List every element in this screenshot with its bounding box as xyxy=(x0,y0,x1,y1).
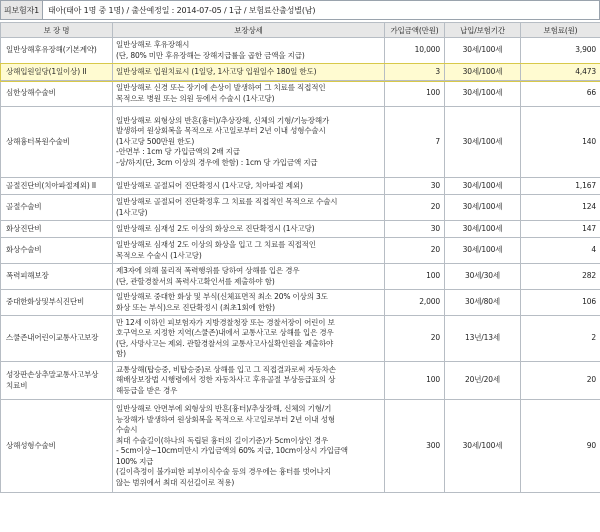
coverage-detail: 교통상해(탑승중, 비탑승중)로 상해를 입고 그 직접결과로써 자동차손 해배상보장법 시행령에서 정한 자동차사고 후유골절 부상등급표의 상 해등급을 받은 경우 xyxy=(113,362,385,400)
coverage-name: 스쿨존내어린이교통사고보장 xyxy=(1,316,113,362)
table-row[interactable] xyxy=(1,195,600,221)
coverage-period: 30세/30세 xyxy=(445,264,521,290)
coverage-table xyxy=(0,22,600,493)
coverage-name: 중대한화상및부식진단비 xyxy=(1,290,113,316)
coverage-premium: 106 xyxy=(521,290,600,316)
table-row[interactable] xyxy=(1,107,600,178)
coverage-name: 골절진단비(치아파절제외) II xyxy=(1,178,113,195)
coverage-premium: 2 xyxy=(521,316,600,362)
table-row[interactable] xyxy=(1,362,600,400)
coverage-detail: 일반상해로 안면부에 외형상의 반흔(흉터)/추상장해, 신체의 기형/기 능장해가 발생하여 원상회복을 목적으로 사고일로부터 2년 이내 성형 수술시 최대 수술길이(하나의 독립된 흉터의 길이기준)가 5cm이상인 경우 - 5cm이상~10cm미만시 가입금액의 60% 지급, 10cm이상시 가입금액 100% 지급 (길이측정이 불가피한 피부이식수술 등의 경우에는 흉터를 벗어나지 않는 범위에서 최대 직선길이로 적용) xyxy=(113,400,385,493)
table-row[interactable] xyxy=(1,64,600,81)
table-row[interactable] xyxy=(1,290,600,316)
coverage-amount: 100 xyxy=(385,264,445,290)
table-row[interactable] xyxy=(1,221,600,238)
coverage-name: 심한상해수술비 xyxy=(1,81,113,107)
coverage-period: 30세/100세 xyxy=(445,238,521,264)
table-row[interactable] xyxy=(1,238,600,264)
table-row[interactable] xyxy=(1,264,600,290)
coverage-amount: 3 xyxy=(385,64,445,81)
coverage-amount: 100 xyxy=(385,362,445,400)
coverage-premium: 4 xyxy=(521,238,600,264)
coverage-period: 13년/13세 xyxy=(445,316,521,362)
header-period: 납입/보험기간 xyxy=(445,23,521,38)
coverage-name: 일반상해후유장해(기본계약) xyxy=(1,38,113,64)
coverage-period: 30세/80세 xyxy=(445,290,521,316)
coverage-detail: 일반상해로 외형상의 반흔(흉터)/추상장해, 신체의 기형/기능장해가 발생하여 원상회복을 목적으로 사고일로부터 2년 이내 성형수술시 (1사고당 500만원 한도) -안면부 : 1cm 당 가입금액의 2배 지급 -상/하지(단, 3cm 이상의 경우에 한함) : 1cm 당 가입금액 지급 xyxy=(113,107,385,178)
coverage-premium: 282 xyxy=(521,264,600,290)
coverage-period: 30세/100세 xyxy=(445,195,521,221)
coverage-name: 화상수술비 xyxy=(1,238,113,264)
coverage-detail: 일반상해로 입원치료시 (1일당, 1사고당 입원일수 180일 한도) xyxy=(113,64,385,81)
coverage-name: 상해성형수술비 xyxy=(1,400,113,493)
table-row[interactable] xyxy=(1,400,600,493)
coverage-period: 30세/100세 xyxy=(445,38,521,64)
coverage-period: 20년/20세 xyxy=(445,362,521,400)
insured-label: 피보험자1 xyxy=(1,1,43,19)
coverage-detail: 제3자에 의해 물리적 폭력행위를 당하여 상해를 입은 경우 (단, 관할경찰서의 폭력사고확인서를 제출하야 함) xyxy=(113,264,385,290)
coverage-period: 30세/100세 xyxy=(445,81,521,107)
coverage-detail: 일반상해로 골절되어 진단확정후 그 치료를 직접적인 목적으로 수술시 (1사고당) xyxy=(113,195,385,221)
coverage-name: 골절수술비 xyxy=(1,195,113,221)
coverage-amount: 20 xyxy=(385,238,445,264)
coverage-premium: 20 xyxy=(521,362,600,400)
header-amount: 가입금액(만원) xyxy=(385,23,445,38)
coverage-detail: 만 12세 이하인 피보험자가 지방경찰청장 또는 경찰서장이 어린이 보 호구역으로 지정한 지역(스쿨존)내에서 교통사고로 상해를 입은 경우 (단, 사망사고는 제외. 관할경찰서의 교통사고사실확인원을 제출하야 함) xyxy=(113,316,385,362)
coverage-period: 30세/100세 xyxy=(445,107,521,178)
table-row[interactable] xyxy=(1,38,600,64)
table-row[interactable] xyxy=(1,178,600,195)
coverage-detail: 일반상해로 골절되어 진단확정시 (1사고당, 치아파절 제외) xyxy=(113,178,385,195)
table-row[interactable] xyxy=(1,316,600,362)
coverage-name: 성장판손상추말교통사고부상 치료비 xyxy=(1,362,113,400)
coverage-premium: 1,167 xyxy=(521,178,600,195)
coverage-name: 폭력피해보장 xyxy=(1,264,113,290)
coverage-premium: 140 xyxy=(521,107,600,178)
coverage-amount: 30 xyxy=(385,178,445,195)
coverage-period: 30세/100세 xyxy=(445,64,521,81)
coverage-period: 30세/100세 xyxy=(445,221,521,238)
coverage-premium: 90 xyxy=(521,400,600,493)
insured-summary-bar xyxy=(0,0,600,20)
coverage-premium: 66 xyxy=(521,81,600,107)
header-coverage-name: 보 장 명 xyxy=(1,23,113,38)
coverage-amount: 100 xyxy=(385,81,445,107)
coverage-name: 화상진단비 xyxy=(1,221,113,238)
coverage-detail: 일반상해로 신경 또는 장기에 손상이 발생하여 그 치료를 직접적인 목적으로 병원 또는 의원 등에서 수술시 (1사고당) xyxy=(113,81,385,107)
coverage-detail: 일반상해로 심재성 2도 이상의 화상을 입고 그 치료를 직접적인 목적으로 수술시 (1사고당) xyxy=(113,238,385,264)
coverage-amount: 300 xyxy=(385,400,445,493)
coverage-name: 상해흉터복원수술비 xyxy=(1,107,113,178)
coverage-amount: 30 xyxy=(385,221,445,238)
coverage-period: 30세/100세 xyxy=(445,178,521,195)
insured-summary-text: 태아(태아 1명 중 1명) / 출산예정일 : 2014-07-05 / 1급 / 보험료산출성별(남) xyxy=(48,5,316,15)
table-header-row xyxy=(1,23,600,38)
coverage-premium: 4,473 xyxy=(521,64,600,81)
header-coverage-detail: 보장상세 xyxy=(113,23,385,38)
coverage-premium: 124 xyxy=(521,195,600,221)
coverage-period: 30세/100세 xyxy=(445,400,521,493)
coverage-premium: 3,900 xyxy=(521,38,600,64)
coverage-amount: 10,000 xyxy=(385,38,445,64)
coverage-amount: 7 xyxy=(385,107,445,178)
coverage-amount: 20 xyxy=(385,316,445,362)
table-row[interactable] xyxy=(1,81,600,107)
coverage-name: 상해입원일당(1일이상) II xyxy=(1,64,113,81)
coverage-amount: 2,000 xyxy=(385,290,445,316)
coverage-detail: 일반상해로 중대한 화상 및 부식(신체표면적 최소 20% 이상의 3도 화상 또는 부식)으로 진단확정시 (최초1회에 한함) xyxy=(113,290,385,316)
header-premium: 보험료(원) xyxy=(521,23,600,38)
coverage-detail: 일반상해로 후유장해시 (단, 80% 미만 후유장해는 장해지급률을 곱한 금액을 지급) xyxy=(113,38,385,64)
coverage-amount: 20 xyxy=(385,195,445,221)
coverage-premium: 147 xyxy=(521,221,600,238)
coverage-detail: 일반상해로 심재성 2도 이상의 화상으로 진단확정시 (1사고당) xyxy=(113,221,385,238)
